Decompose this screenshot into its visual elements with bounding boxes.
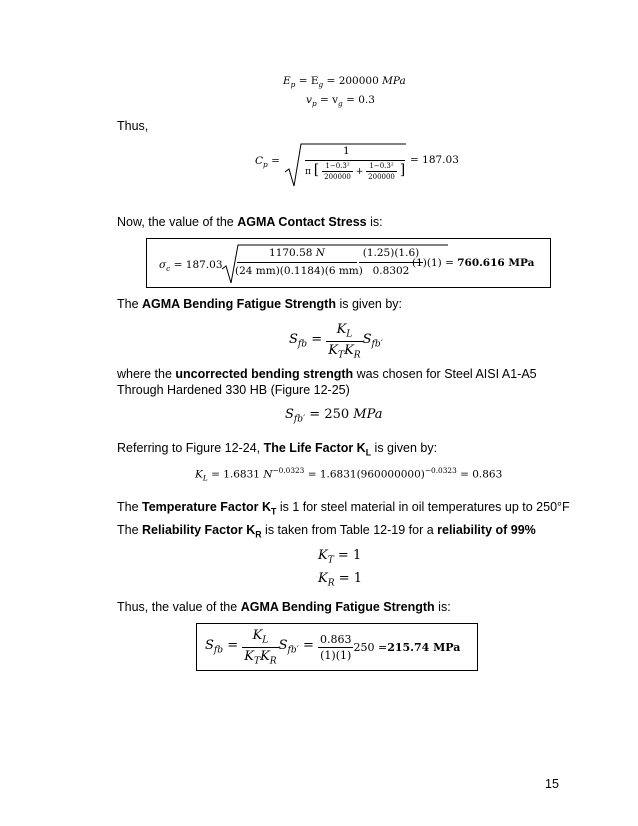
bending-result-intro: Thus, the value of the AGMA Bending Fatigue Strength is: xyxy=(117,600,451,614)
sfb-formula: $S_{fb}$ = $\frac{K_L}{K_TK_R}$ $S_{fb'}$ xyxy=(289,322,383,361)
life-factor-equation: $K_L = 1.6831$ $N^{-0.0323} = 1.6831(960000000)^{-0.0323} = 0.863$ xyxy=(195,466,503,483)
bending-strength-box: $S_{fb}$ = $\frac{K_L}{K_TK_R}$ $S_{fb'}$ = $\frac{0.863}{(1)(1)}$ 250 = 215.74 MPa xyxy=(196,623,478,671)
bending-intro: The AGMA Bending Fatigue Strength is given by: xyxy=(117,297,403,311)
where-paragraph: where the uncorrected bending strength was chosen for Steel AISI A1-A5 Through Hardened 330 HB (Figure 12-25) xyxy=(117,367,537,397)
cp-fraction-bar xyxy=(305,160,405,161)
kt-equation: $K_T = 1$ xyxy=(318,548,362,566)
cp-result: = 187.03 xyxy=(410,154,459,166)
cp-denominator: π [ $\frac{\text{1−0.3²}}{200000}$ + $\frac{\text{1−0.3²}}{200000}$ ] xyxy=(305,162,406,181)
contact-stress-box: $\sigma_c = 187.03$ 1170.58 N (24 mm)(0.1184)(6 mm) (1.25)(1.6) 0.8302 (1)(1) = 760.616 MPa xyxy=(146,238,551,288)
life-factor-intro: Referring to Figure 12-24, The Life Factor $K_L$ is given by: xyxy=(117,441,438,458)
page-number: 15 xyxy=(545,777,559,791)
sigma-numerator2: (1.25)(1.6) xyxy=(362,247,420,259)
thus-label: Thus, xyxy=(117,119,149,133)
sigma-denominator: (24 mm)(0.1184)(6 mm) xyxy=(235,265,363,277)
cp-numerator: 1 xyxy=(343,145,350,157)
sfbp-equation: $S_{fb'} = 250$ MPa xyxy=(285,407,383,425)
temperature-factor-text: The Temperature Factor $K_T$ is 1 for steel material in oil temperatures up to 250°F xyxy=(117,500,570,517)
contact-stress-intro: Now, the value of the AGMA Contact Stress is: xyxy=(117,215,383,229)
reliability-factor-text: The Reliability Factor $K_R$ is taken from Table 12-19 for a reliability of 99% xyxy=(117,523,536,540)
sigma-denominator2: 0.8302 xyxy=(372,265,410,277)
elastic-modulus-equation: $E_p = E_g = 200000$ MPa xyxy=(283,75,406,90)
kr-equation: $K_R = 1$ xyxy=(318,571,363,589)
poisson-ratio-equation: $v_p = v_g = 0.3$ xyxy=(306,94,375,109)
